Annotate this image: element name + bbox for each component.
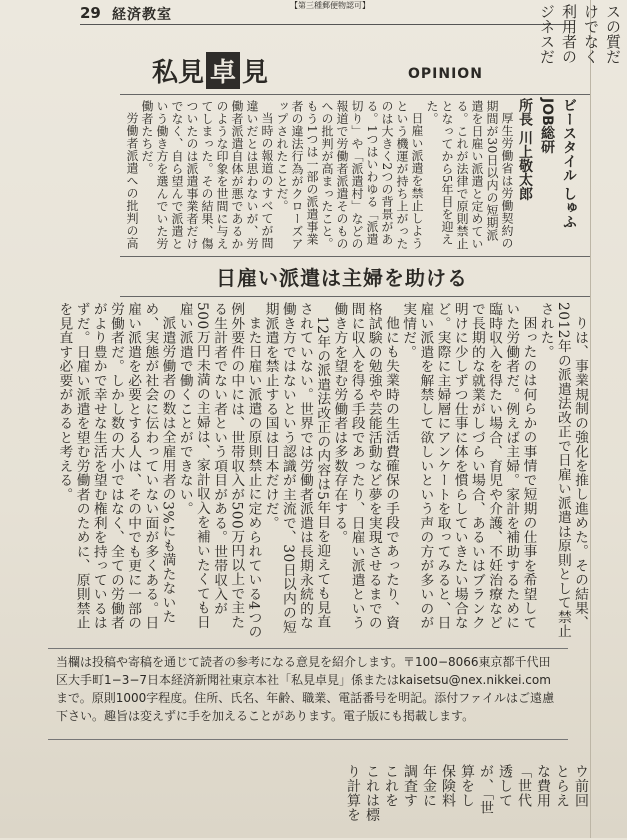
page-number: 29 — [80, 4, 101, 22]
logo-rule — [120, 94, 590, 95]
paragraph: 困ったのは何らかの事情で短期の仕事を希望していた労働者だ。例えば主婦。家計を補助するために臨時収入を得たい場合、育児や介護、不妊治療などで長期的な就業がしづらい場合、あるいはブランク明けに少しずつ仕事に体を慣らしていきたい場合など。実際に主婦層にアンケートを取ってみると、日雇い派遣を解禁して欲しいという声の方が多いのが実情だ。 — [400, 302, 537, 630]
strip-line: 算をし — [459, 764, 475, 808]
strip-line: これは標 — [364, 764, 380, 822]
submission-notice: 当欄は投稿や寄稿を通じて読者の参考になる意見を紹介します。〒100−8066東京都千代田区大手町1−3−7日本経済新聞社東京本社「私見卓見」係またはkaisetsu@nex.nikkei.comまで。原則1000字程度。住所、氏名、年齢、職業、電話番号を明記。添付ファイルはご遠慮下さい。趣旨は変えずに手を加えることがあります。電子版にも掲載します。 — [48, 648, 568, 740]
paragraph: 他にも失業時の生活費確保の手段であったり、資格試験の勉強や芸能活動など夢を実現させるまでの間に収入を得る手段であったり、日雇い派遣という働き方を望む労働者は多数存在する。 — [331, 302, 399, 630]
strip-line: ウ前回 — [573, 764, 589, 808]
article-body-lower — [48, 302, 588, 640]
paragraph: りは、事業規制の強化を推し進めた。その結果、2012年の派遣法改正で日雇い派遣は原則として禁止された。 — [537, 302, 588, 639]
headline-rule-top — [120, 256, 590, 257]
paragraph: 12年の派遣法改正の内容は5年目を迎えても見直されていない。世界では労働者派遣は長期永続的な働き方ではないという認識が主流で、30日以内の短期派遣を禁止する国は日本だけだ。 — [262, 302, 331, 634]
strip-line: 「世代 — [516, 764, 532, 808]
column-logo — [152, 52, 268, 88]
column-separator — [590, 0, 591, 838]
strip-line: が、「世 — [478, 764, 494, 815]
byline-name: 所長 川上敬太郎 — [517, 98, 533, 201]
byline — [517, 98, 580, 248]
strip-line: 調査す — [402, 764, 418, 808]
article-headline: 日雇い派遣は主婦を助ける — [216, 266, 468, 290]
strip-line: 年金に — [421, 764, 437, 808]
paragraph: 労働者派遣への批判の高 — [125, 112, 139, 250]
adjacent-column-text: スの質だけでなく利用者の ジネスだ — [538, 4, 622, 64]
article-body-upper — [80, 100, 514, 250]
strip-line: 保険料 — [440, 764, 456, 808]
paragraph: 派遣労働者の数は全雇用者の3%にも満たないため、実態が社会に伝わっていない面が多くある。日雇い派遣を必要とする人は、その中でも更に一部の労働者だ。しかし数の大小ではなく、全ての労働者がより豊かで幸せな生活を望む権利を持っているはずだ。日雇い派遣を望む労働者のために、原則禁止を見直す必要があると考える。 — [56, 302, 176, 630]
strip-line: な費用 — [535, 764, 551, 808]
byline-org: ビースタイル しゅふJOB総研 — [539, 98, 577, 229]
strip-line: 透して — [497, 764, 513, 808]
opinion-label: OPINION — [408, 66, 483, 82]
header-rule — [80, 24, 575, 25]
paragraph: 当時の報道のすべてが間違いだとは思わないが、労働者派遣自体が悪であるかのような印象を世間に与えてしまった。その結果、傷ついたのは派遣事業者だけでなく、自ら望んで派遣という働き方を選んでいた労働者たちだ。 — [140, 100, 274, 250]
section-title: 経済教室 — [112, 7, 172, 23]
paragraph: また日雇い派遣の原則禁止に定められている4つの例外要件の中には、世帯収入が500万円以上で主たる生計者でない者という項目がある。世帯収入が500万円未満の主婦は、家計収入を補いたくても日雇い派遣で働くことができない。 — [176, 302, 262, 639]
paragraph: 厚生労働省は労働契約の期間が30日以内の短期派遣を日雇い派遣と定めている。これが法律で原則禁止となってから5年目を迎えた。 — [425, 100, 514, 250]
strip-line: とらえ — [554, 764, 570, 808]
postal-class-note: 【第三種郵便物認可】 — [290, 1, 370, 10]
next-article-strip — [0, 758, 627, 838]
logo-boxed-char: 卓 — [206, 52, 240, 89]
next-article-text — [10, 764, 590, 840]
strip-line: り計算を — [345, 764, 361, 822]
logo-text-pre: 私見 — [152, 57, 205, 88]
headline-rule-bottom — [120, 296, 590, 297]
logo-text-post: 見 — [242, 57, 269, 88]
paragraph: 日雇い派遣を禁止しようという機運が持ち上がったのは大きく2つの背景がある。1つはいわゆる「派遣切り」や「派遣村」などの報道で労働者派遣そのものへの批判が高まったこと。もう1つは一部の派遣事業者の違法行為がクローズアップされたことだ。 — [275, 100, 424, 250]
strip-line: これを — [383, 764, 399, 808]
